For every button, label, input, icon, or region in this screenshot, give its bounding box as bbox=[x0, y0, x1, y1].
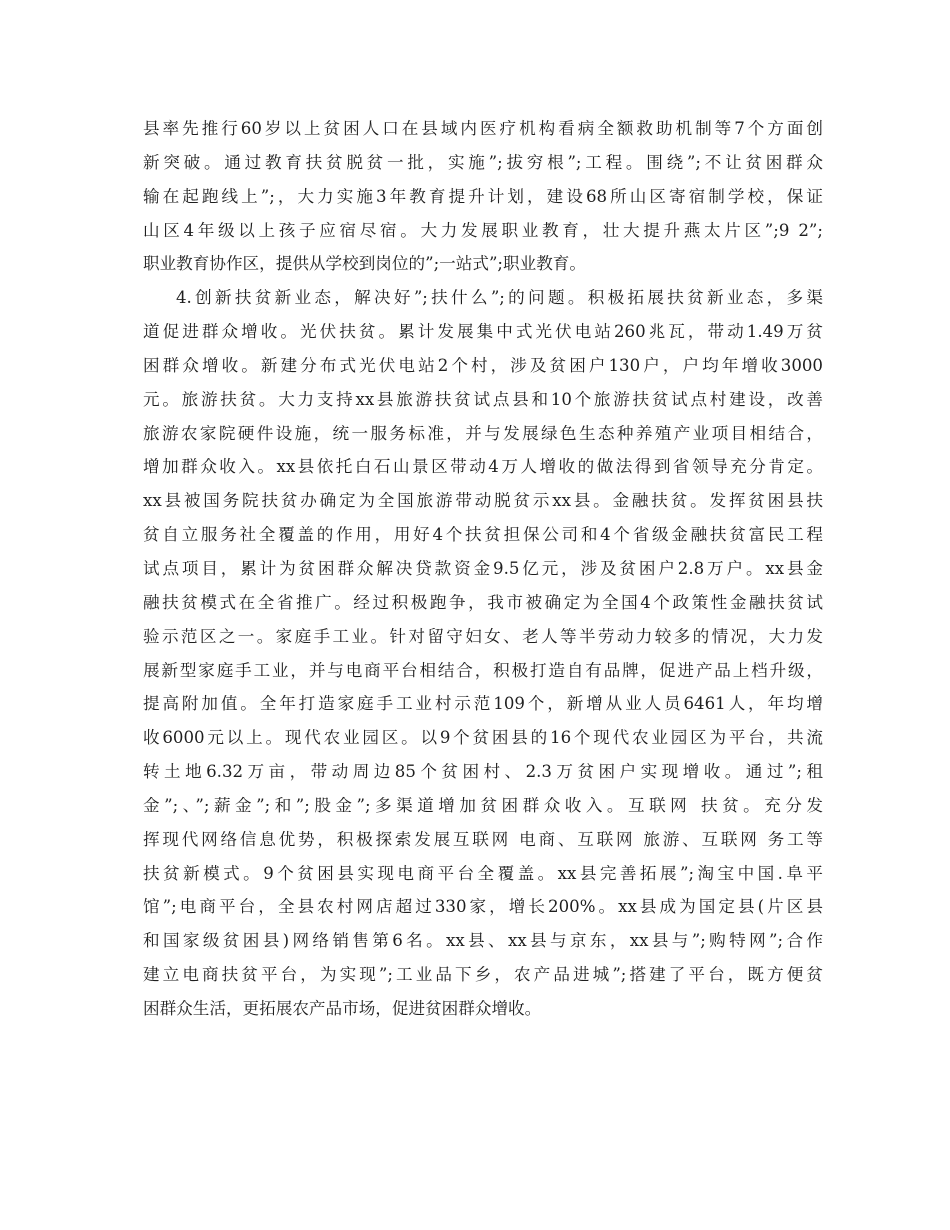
text-line: 和国家级贫困县)网络销售第6名。xx县、xx县与京东，xx县与”;购特网”;合作 bbox=[143, 931, 823, 951]
text-line: 建立电商扶贫平台，为实现”;工业品下乡，农产品进城”;搭建了平台，既方便贫 bbox=[143, 965, 823, 985]
text-line: 道促进群众增收。光伏扶贫。累计发展集中式光伏电站260兆瓦，带动1.49万贫 bbox=[143, 322, 823, 342]
text-line: 金”;、”;薪金”;和”;股金”;多渠道增加贫困群众收入。互联网 扶贫。充分发 bbox=[143, 795, 823, 815]
text-line: 融扶贫模式在全省推广。经过积极跑争，我市被确定为全国4个政策性金融扶贫试 bbox=[143, 592, 823, 612]
text-line: 验示范区之一。家庭手工业。针对留守妇女、老人等半劳动力较多的情况，大力发 bbox=[143, 626, 823, 646]
text-line: 山区4年级以上孩子应宿尽宿。大力发展职业教育，壮大提升燕太片区”;9 2”; bbox=[143, 220, 823, 240]
text-line: 新突破。通过教育扶贫脱贫一批，实施”;拔穷根”;工程。围绕”;不让贫困群众 bbox=[143, 152, 823, 172]
text-line: 提高附加值。全年打造家庭手工业村示范109个，新增从业人员6461人，年均增 bbox=[143, 694, 823, 714]
text-line: 旅游农家院硬件设施，统一服务标准，并与发展绿色生态种养殖产业项目相结合， bbox=[143, 423, 823, 443]
text-line: 收6000元以上。现代农业园区。以9个贫困县的16个现代农业园区为平台，共流 bbox=[143, 728, 823, 748]
text-line: 县率先推行60岁以上贫困人口在县域内医疗机构看病全额救助机制等7个方面创 bbox=[143, 119, 823, 138]
text-line: 困群众生活，更拓展农产品市场，促进贫困群众增收。 bbox=[143, 998, 542, 1018]
body-text bbox=[143, 112, 823, 1026]
text-line: 挥现代网络信息优势，积极探索发展互联网 电商、互联网 旅游、互联网 务工等 bbox=[143, 829, 823, 849]
text-line: 元。旅游扶贫。大力支持xx县旅游扶贫试点县和10个旅游扶贫试点村建设，改善 bbox=[143, 389, 823, 409]
text-line: 试点项目，累计为贫困群众解决贷款资金9.5亿元，涉及贫困户2.8万户。xx县金 bbox=[143, 558, 823, 578]
text-line: 展新型家庭手工业，并与电商平台相结合，积极打造自有品牌，促进产品上档升级， bbox=[143, 660, 823, 680]
text-line: 增加群众收入。xx县依托白石山景区带动4万人增收的做法得到省领导充分肯定。 bbox=[143, 457, 823, 477]
text-line: 职业教育协作区，提供从学校到岗位的”;一站式”;职业教育。 bbox=[143, 254, 586, 274]
text-line: 4.创新扶贫新业态，解决好”;扶什么”;的问题。积极拓展扶贫新业态，多渠 bbox=[176, 288, 823, 308]
text-line: 输在起跑线上”;，大力实施3年教育提升计划，建设68所山区寄宿制学校，保证 bbox=[143, 186, 823, 206]
text-line: 转土地6.32万亩，带动周边85个贫困村、2.3万贫困户实现增收。通过”;租 bbox=[143, 762, 823, 782]
text-line: 困群众增收。新建分布式光伏电站2个村，涉及贫困户130户，户均年增收3000 bbox=[143, 355, 823, 375]
text-line: 贫自立服务社全覆盖的作用，用好4个扶贫担保公司和4个省级金融扶贫富民工程 bbox=[143, 525, 823, 545]
text-line: 馆”;电商平台，全县农村网店超过330家，增长200%。xx县成为国定县(片区县 bbox=[143, 897, 823, 917]
text-line: 扶贫新模式。9个贫困县实现电商平台全覆盖。xx县完善拓展”;淘宝中国.阜平 bbox=[143, 863, 823, 883]
text-line: xx县被国务院扶贫办确定为全国旅游带动脱贫示xx县。金融扶贫。发挥贫困县扶 bbox=[143, 491, 823, 511]
